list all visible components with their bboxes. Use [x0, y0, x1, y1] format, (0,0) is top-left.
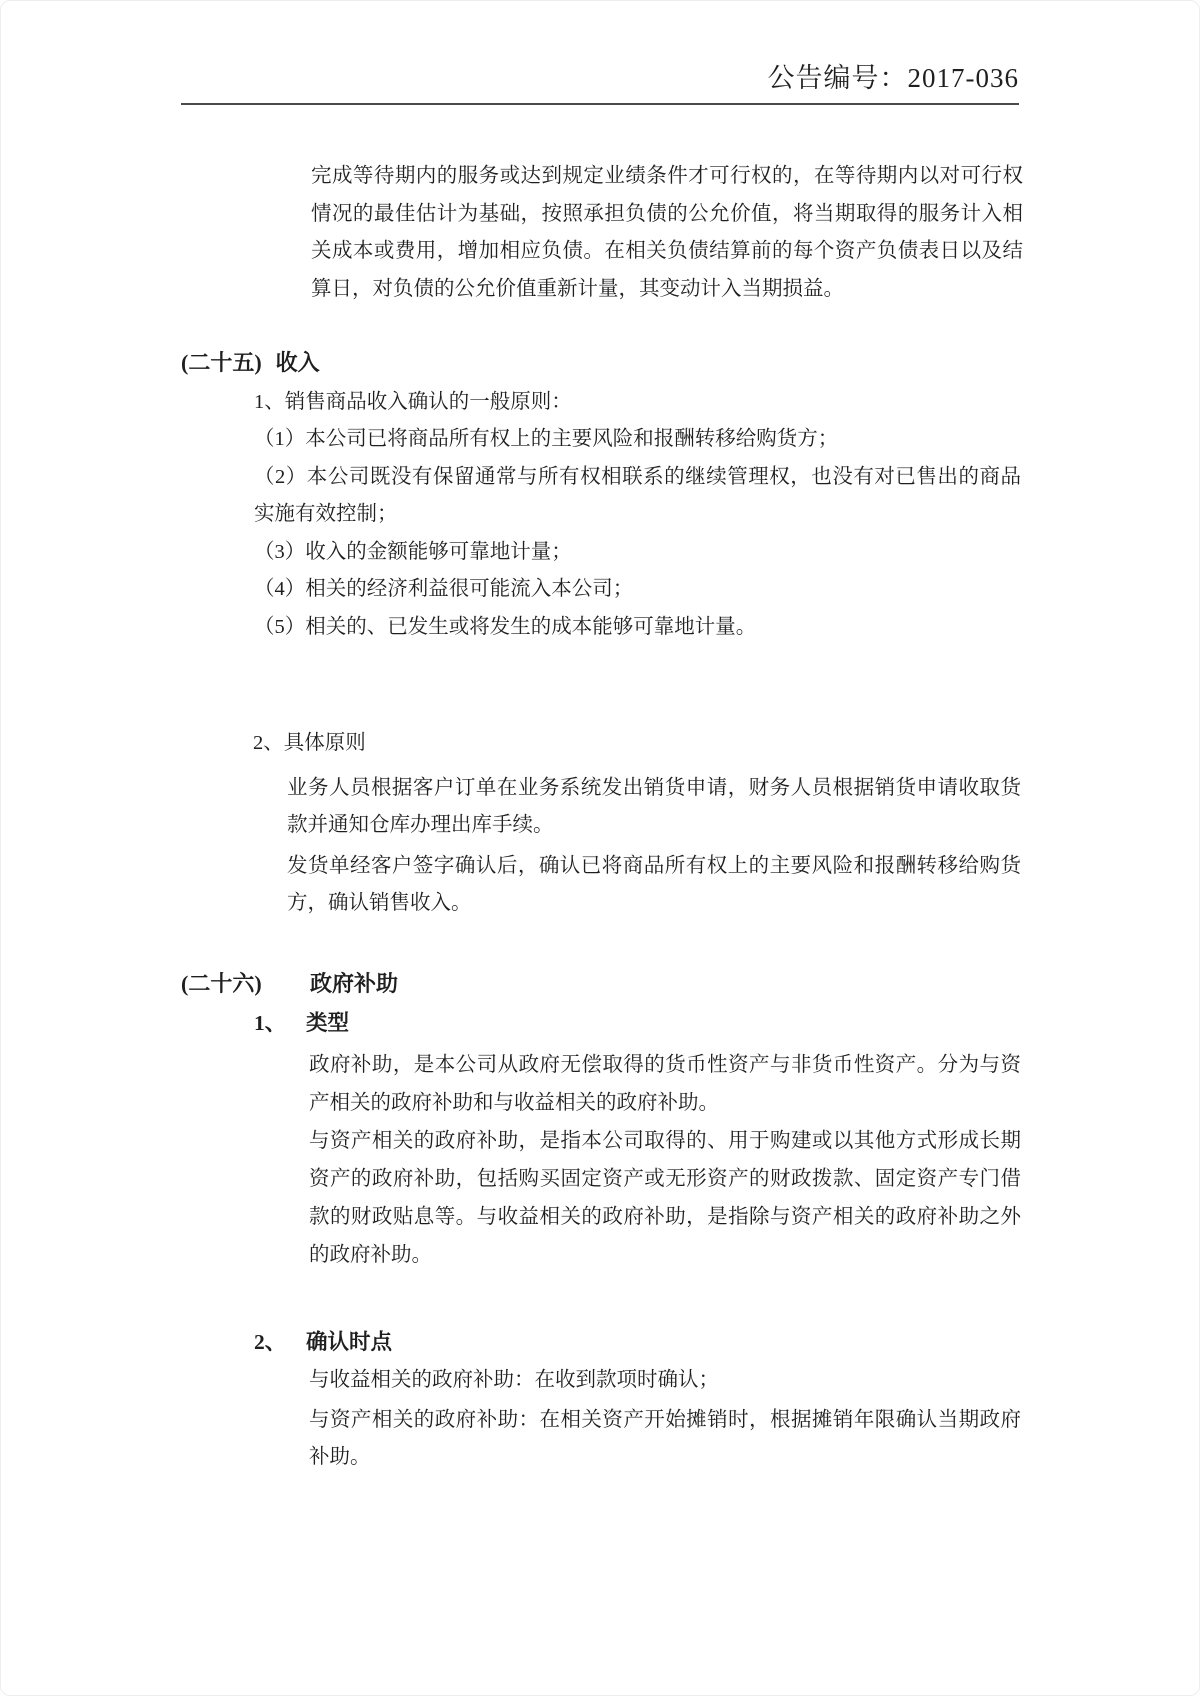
principle-item-2: （2）本公司既没有保留通常与所有权相联系的继续管理权，也没有对已售出的商品实施有效控制；	[254, 465, 1021, 525]
section-26-title: 政府补助	[310, 970, 399, 996]
section-26-label: (二十六)	[181, 970, 262, 996]
section-25-title: 收入	[275, 350, 320, 375]
type-subheading-number: 1、	[254, 1011, 287, 1035]
confirmation-timing-subheading	[254, 1324, 1019, 1362]
confirmation-timing-title: 确认时点	[306, 1329, 393, 1354]
principle-item-5: （5）相关的、已发生或将发生的成本能够可靠地计量。	[254, 615, 757, 638]
specific-principles-paragraph-2: 发货单经客户签字确认后，确认已将商品所有权上的主要风险和报酬转移给购货方，确认销售收入。	[287, 854, 1021, 914]
section-25-general-principles	[254, 384, 1021, 647]
principle-item-1: （1）本公司已将商品所有权上的主要风险和报酬转移给购货方；	[254, 428, 839, 450]
confirmation-paragraph-2: 与资产相关的政府补助：在相关资产开始摊销时，根据摊销年限确认当期政府补助。	[309, 1408, 1021, 1468]
section-25-heading	[181, 344, 1019, 382]
specific-principles-paragraph-1: 业务人员根据客户订单在业务系统发出销货申请，财务人员根据销货申请收取货款并通知仓库办理出库手续。	[287, 776, 1021, 836]
confirmation-paragraph-1: 与收益相关的政府补助：在收到款项时确认；	[309, 1369, 719, 1391]
announcement-number: 公告编号：2017-036	[767, 63, 1019, 93]
type-paragraph-1: 政府补助，是本公司从政府无偿取得的货币性资产与非货币性资产。分为与资产相关的政府补助和与收益相关的政府补助。	[309, 1053, 1021, 1114]
section-25-label: (二十五)	[181, 350, 262, 375]
page-header	[181, 61, 1019, 105]
general-principles-heading: 1、销售商品收入确认的一般原则：	[254, 390, 572, 413]
type-subheading-title: 类型	[306, 1011, 350, 1035]
type-paragraph-2: 与资产相关的政府补助，是指本公司取得的、用于购建或以其他方式形成长期资产的政府补助，包括购买固定资产或无形资产的财政拨款、固定资产专门借款的财政贴息等。与收益相关的政府补助，是指除与资产相关的政府补助之外的政府补助。	[309, 1129, 1021, 1266]
confirmation-timing-number: 2、	[254, 1329, 287, 1354]
principle-item-3: （3）收入的金额能够可靠地计量；	[254, 540, 572, 563]
type-subheading	[254, 1005, 1019, 1043]
intro-paragraph: 完成等待期内的服务或达到规定业绩条件才可行权的，在等待期内以对可行权情况的最佳估计为基础，按照承担负债的公允价值，将当期取得的服务计入相关成本或费用，增加相应负债。在相关负债结算前的每个资产负债表日以及结算日，对负债的公允价值重新计量，其变动计入当期损益。	[311, 165, 1023, 300]
specific-principles-heading: 2、具体原则	[253, 732, 366, 754]
section-26-heading	[181, 965, 1019, 1003]
principle-item-4: （4）相关的经济利益很可能流入本公司；	[254, 578, 634, 600]
